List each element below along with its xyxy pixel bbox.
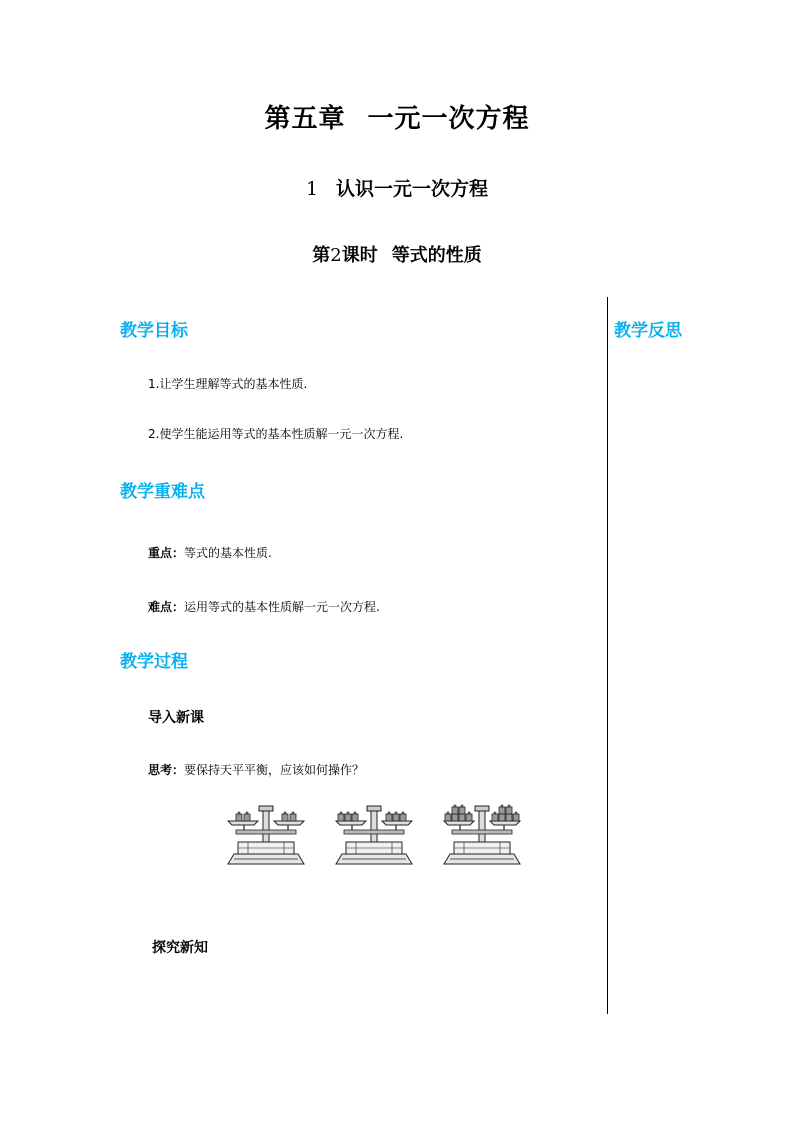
- chapter-label: 第五章: [264, 104, 346, 134]
- lesson-prefix: 第: [312, 245, 331, 266]
- difficulty-label: 难点：: [148, 600, 185, 614]
- chapter-name: 一元一次方程: [367, 104, 530, 134]
- reflection-heading: 教学反思: [614, 321, 682, 341]
- balance-scale-icon-3: [444, 805, 520, 864]
- section-name: 认识一元一次方程: [336, 178, 489, 200]
- lesson-name: 等式的性质: [391, 245, 482, 266]
- balance-scale-icon-1: [228, 806, 304, 864]
- column-divider: [607, 297, 608, 1014]
- focus-point: [148, 544, 272, 561]
- objective-item-2: 2.使学生能运用等式的基本性质解一元一次方程.: [148, 427, 404, 441]
- objective-item-1: 1.让学生理解等式的基本性质.: [148, 377, 308, 391]
- process-heading: 教学过程: [120, 652, 188, 672]
- difficulty-text: 运用等式的基本性质解一元一次方程.: [184, 600, 380, 614]
- balance-figure: [224, 804, 524, 866]
- focus-text: 等式的基本性质.: [184, 546, 272, 560]
- key-points-heading: 教学重难点: [120, 482, 205, 502]
- think-question: [148, 761, 364, 778]
- section-number: 1: [305, 178, 319, 200]
- section-title: [0, 174, 794, 201]
- explore-heading: 探究新知: [152, 940, 208, 956]
- think-label: 思考：: [148, 763, 185, 777]
- lesson-suffix: 课时: [341, 245, 378, 266]
- focus-label: 重点：: [148, 546, 185, 560]
- balance-scale-icon-2: [336, 806, 412, 864]
- lesson-number: 2: [330, 245, 342, 266]
- objectives-heading: 教学目标: [120, 321, 188, 341]
- chapter-title: [0, 98, 794, 135]
- lesson-title: [0, 241, 794, 267]
- difficulty-point: [148, 598, 380, 615]
- think-text: 要保持天平平衡，应该如何操作？: [184, 763, 365, 777]
- intro-heading: 导入新课: [148, 710, 204, 726]
